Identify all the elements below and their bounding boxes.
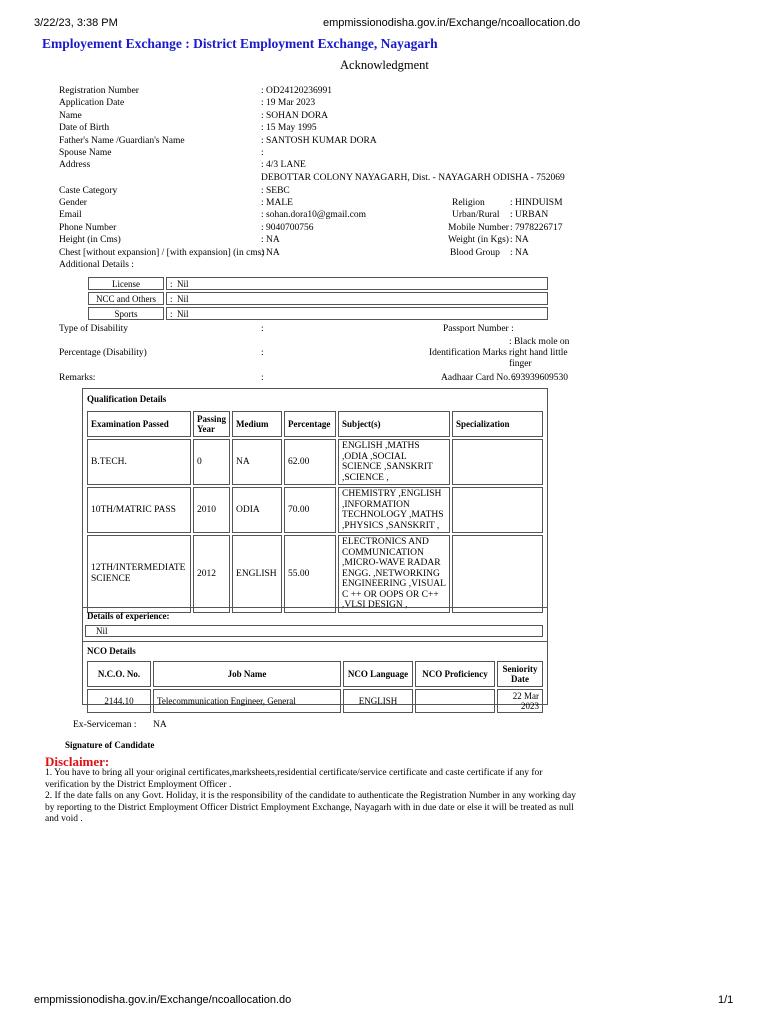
specialization-cell <box>452 487 543 533</box>
signature-label: Signature of Candidate <box>65 740 155 750</box>
print-url-top: empmissionodisha.gov.in/Exchange/ncoallocation.do <box>323 17 581 29</box>
chest-value: : NA <box>261 248 280 258</box>
spouse-name-value: : <box>261 148 264 158</box>
dob-value: : 15 May 1995 <box>261 123 317 133</box>
address-line1: : 4/3 LANE <box>261 160 306 170</box>
phone-value: : 9040700756 <box>261 223 314 233</box>
license-key: License <box>88 277 164 290</box>
experience-heading: Details of experience: <box>87 611 170 621</box>
table-header-row <box>87 411 543 437</box>
phone-label: Phone Number <box>59 223 117 233</box>
mobile-label: Mobile Number <box>448 223 509 233</box>
col-nco-no: N.C.O. No. <box>87 661 151 687</box>
col-seniority-date: Seniority Date <box>497 661 543 687</box>
col-exam: Examination Passed <box>87 411 191 437</box>
license-value: : Nil <box>166 277 548 290</box>
table-row <box>88 307 548 320</box>
nco-heading: NCO Details <box>87 646 136 656</box>
job-name-cell: Telecommunication Engineer, General <box>153 689 341 713</box>
experience-section <box>82 607 548 642</box>
height-label: Height (in Cms) <box>59 235 121 245</box>
address-label: Address <box>59 160 91 170</box>
nco-proficiency-cell <box>415 689 495 713</box>
registration-number-label: Registration Number <box>59 86 139 96</box>
email-value: : sohan.dora10@gmail.com <box>261 210 367 220</box>
caste-value: : SEBC <box>261 186 290 196</box>
qualification-section <box>82 388 548 608</box>
table-row <box>87 439 543 485</box>
chest-label: Chest [without expansion] / [with expansion] (in cms) <box>59 248 265 258</box>
exam-cell: 12TH/INTERMEDIATE SCIENCE <box>87 535 191 613</box>
remarks-value: : <box>261 373 264 383</box>
blood-group-label: Blood Group <box>450 248 500 258</box>
email-label: Email <box>59 210 82 220</box>
nco-table <box>85 659 545 715</box>
name-value: : SOHAN DORA <box>261 111 329 121</box>
nco-language-cell: ENGLISH <box>343 689 413 713</box>
gender-value: : MALE <box>261 198 293 208</box>
religion-label: Religion <box>452 198 485 208</box>
col-percentage: Percentage <box>284 411 336 437</box>
blood-group-value: : NA <box>510 248 529 258</box>
exam-cell: 10TH/MATRIC PASS <box>87 487 191 533</box>
disclaimer-title: Disclaimer: <box>45 754 110 769</box>
nco-no-cell: 2144.10 <box>87 689 151 713</box>
col-nco-language: NCO Language <box>343 661 413 687</box>
table-row <box>87 487 543 533</box>
sports-key: Sports <box>88 307 164 320</box>
percentage-cell: 70.00 <box>284 487 336 533</box>
subjects-cell: ENGLISH ,MATHS ,ODIA ,SOCIAL SCIENCE ,SANSKRIT ,SCIENCE , <box>338 439 450 485</box>
acknowledgment-title: Acknowledgment <box>340 58 429 72</box>
page-title: Employement Exchange : District Employment Exchange, Nayagarh <box>42 36 438 51</box>
table-row <box>87 535 543 613</box>
subjects-cell: CHEMISTRY ,ENGLISH ,INFORMATION TECHNOLOGY ,MATHS ,PHYSICS ,SANSKRIT , <box>338 487 450 533</box>
weight-value: : NA <box>510 235 529 245</box>
medium-cell: ENGLISH <box>232 535 282 613</box>
subjects-cell: ELECTRONICS AND COMMUNICATION ,MICRO-WAVE RADAR ENGG. ,NETWORKING ENGINEERING ,VISUAL C ++ OR OOPS OR C++ ,VLSI DESIGN , <box>338 535 450 613</box>
seniority-date-cell: 22 Mar 2023 <box>497 689 543 713</box>
percentage-cell: 55.00 <box>284 535 336 613</box>
ex-serviceman-value: NA <box>153 720 167 730</box>
dob-label: Date of Birth <box>59 123 110 133</box>
id-marks-value-1: : Black mole on <box>509 337 570 347</box>
additional-details-table <box>86 275 550 322</box>
ncc-key: NCC and Others <box>88 292 164 305</box>
application-date-label: Application Date <box>59 98 125 108</box>
col-specialization: Specialization <box>452 411 543 437</box>
year-cell: 2010 <box>193 487 230 533</box>
father-name-label: Father's Name /Guardian's Name <box>59 136 185 146</box>
disclaimer-text <box>45 768 585 826</box>
col-subjects: Subject(s) <box>338 411 450 437</box>
disability-value: : <box>261 324 264 334</box>
experience-value: Nil <box>85 625 543 637</box>
gender-label: Gender <box>59 198 87 208</box>
disability-label: Type of Disability <box>59 324 128 334</box>
col-nco-proficiency: NCO Proficiency <box>415 661 495 687</box>
col-job-name: Job Name <box>153 661 341 687</box>
table-row <box>88 292 548 305</box>
nco-section <box>82 641 548 711</box>
percentage-cell: 62.00 <box>284 439 336 485</box>
weight-label: Weight (in Kgs) <box>448 235 509 245</box>
address-line2: DEBOTTAR COLONY NAYAGARH, Dist. - NAYAGARH ODISHA - 752069 <box>261 173 565 183</box>
disclaimer-point-1: 1. You have to bring all your original certificates,marksheets,residential certificate/service certificate and caste certificate if any for verification by the District Employment Officer . <box>45 768 543 790</box>
urban-rural-value: : URBAN <box>510 210 549 220</box>
additional-details-label: Additional Details : <box>59 260 134 270</box>
name-label: Name <box>59 111 82 121</box>
medium-cell: NA <box>232 439 282 485</box>
table-row <box>88 277 548 290</box>
ncc-value: : Nil <box>166 292 548 305</box>
urban-rural-label: Urban/Rural <box>452 210 500 220</box>
remarks-label: Remarks: <box>59 373 96 383</box>
passport-label: Passport Number : <box>443 324 514 334</box>
sports-value: : Nil <box>166 307 548 320</box>
disability-percentage-label: Percentage (Disability) <box>59 348 147 358</box>
disability-percentage-value: : <box>261 348 264 358</box>
col-year: Passing Year <box>193 411 230 437</box>
qualification-table <box>85 409 545 615</box>
ex-serviceman-label: Ex-Serviceman : <box>73 720 137 730</box>
aadhaar-value: 693939609530 <box>511 373 568 383</box>
year-cell: 2012 <box>193 535 230 613</box>
id-marks-value-3: finger <box>509 359 532 369</box>
mobile-value: : 7978226717 <box>510 223 563 233</box>
qualification-heading: Qualification Details <box>87 394 167 404</box>
height-value: : NA <box>261 235 280 245</box>
registration-number-value: : OD24120236991 <box>261 86 332 96</box>
id-marks-label: Identification Marks <box>429 348 507 358</box>
table-header-row <box>87 661 543 687</box>
print-url-bottom: empmissionodisha.gov.in/Exchange/ncoallocation.do <box>34 994 292 1006</box>
specialization-cell <box>452 439 543 485</box>
religion-value: : HINDUISM <box>510 198 563 208</box>
year-cell: 0 <box>193 439 230 485</box>
father-name-value: : SANTOSH KUMAR DORA <box>261 136 377 146</box>
id-marks-value-2: right hand little <box>509 348 568 358</box>
caste-label: Caste Category <box>59 186 118 196</box>
medium-cell: ODIA <box>232 487 282 533</box>
aadhaar-label: Aadhaar Card No. : <box>441 373 516 383</box>
col-medium: Medium <box>232 411 282 437</box>
table-row <box>87 689 543 713</box>
exam-cell: B.TECH. <box>87 439 191 485</box>
disclaimer-point-2: 2. If the date falls on any Govt. Holiday, it is the responsibility of the candidate to authenticate the Registration Number in any working day by reporting to the District Employment Officer District Employment Exchange, Nayagarh with in due date or else it will be treated as null and void . <box>45 791 576 824</box>
spouse-name-label: Spouse Name <box>59 148 112 158</box>
application-date-value: : 19 Mar 2023 <box>261 98 316 108</box>
print-timestamp: 3/22/23, 3:38 PM <box>34 17 118 29</box>
page-count: 1/1 <box>718 994 734 1006</box>
specialization-cell <box>452 535 543 613</box>
